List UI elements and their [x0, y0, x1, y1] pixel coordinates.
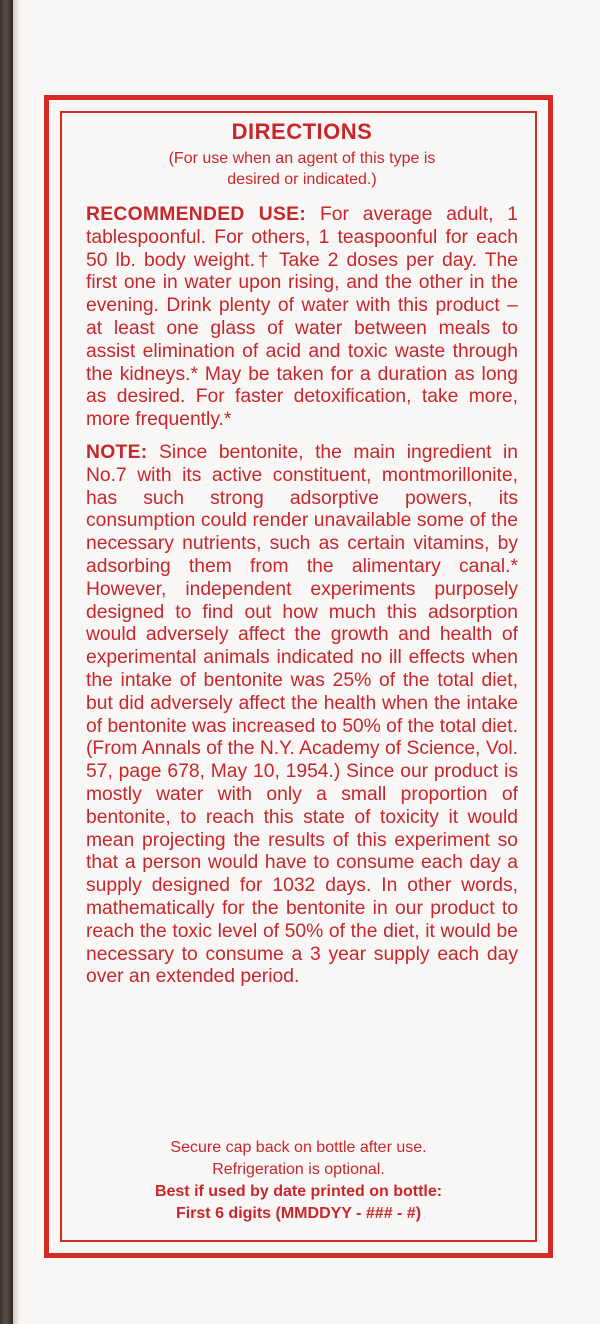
recommended-use-text: For average adult, 1 tablespoonful. For others, 1 teaspoonful for each 50 lb. body weight.† Take 2 doses per day. The first one in water upon rising, and the other in the evening. Drink plenty of water with this product – at least one glass of water between meals to assist elimination of acid and toxic waste through the kidneys.* May be taken for a duration as long as desired. For faster detoxification, take more, more frequently.*	[86, 204, 519, 431]
footer-cap-line: Secure cap back on bottle after use.	[170, 1139, 427, 1156]
footer-refrigeration-line: Refrigeration is optional.	[212, 1161, 385, 1178]
note-text: Since bentonite, the main ingredient in No.7 with its active constituent, montmorillonite, has such strong adsorptive powers, its consumption could render unavailable some of the necessary nutrients, such as certain vitamins, by adsorbing them from the alimentary canal.* However, independent experiments purposely designed to find out how much this adsorption would adversely affect the growth and health of experimental animals indicated no ill effects when the intake of bentonite was 25% of the total diet, but did adversely affect the health when the intake of bentonite was increased to 50% of the total diet. (From Annals of the N.Y. Academy of Science, Vol. 57, page 678, May 10, 1954.) Since our product is mostly water with only a small proportion of bentonite, to reach this state of toxicity it would mean projecting the results of this experiment so that a person would have to consume each day a supply designed for 1032 days. In other words, mathematically for the bentonite in our product to reach the toxic level of 50% of the diet, it would be necessary to consume a 3 year supply each day over an extended period.	[86, 441, 519, 988]
recommended-use-paragraph	[86, 204, 518, 432]
recommended-use-label: RECOMMENDED USE:	[86, 204, 307, 225]
directions-title: DIRECTIONS	[231, 119, 373, 144]
storage-footer	[60, 1137, 537, 1225]
note-label: NOTE:	[86, 441, 148, 463]
directions-subtitle: (For use when an agent of this type is desired or indicated.)	[168, 150, 436, 188]
note-paragraph	[86, 442, 518, 989]
footer-best-by-line: Best if used by date printed on bottle:	[154, 1183, 443, 1200]
footer-digits-line: First 6 digits (MMDDYY - ### - #)	[175, 1205, 422, 1222]
directions-content	[86, 118, 518, 989]
box-edge-dark	[0, 0, 13, 1324]
